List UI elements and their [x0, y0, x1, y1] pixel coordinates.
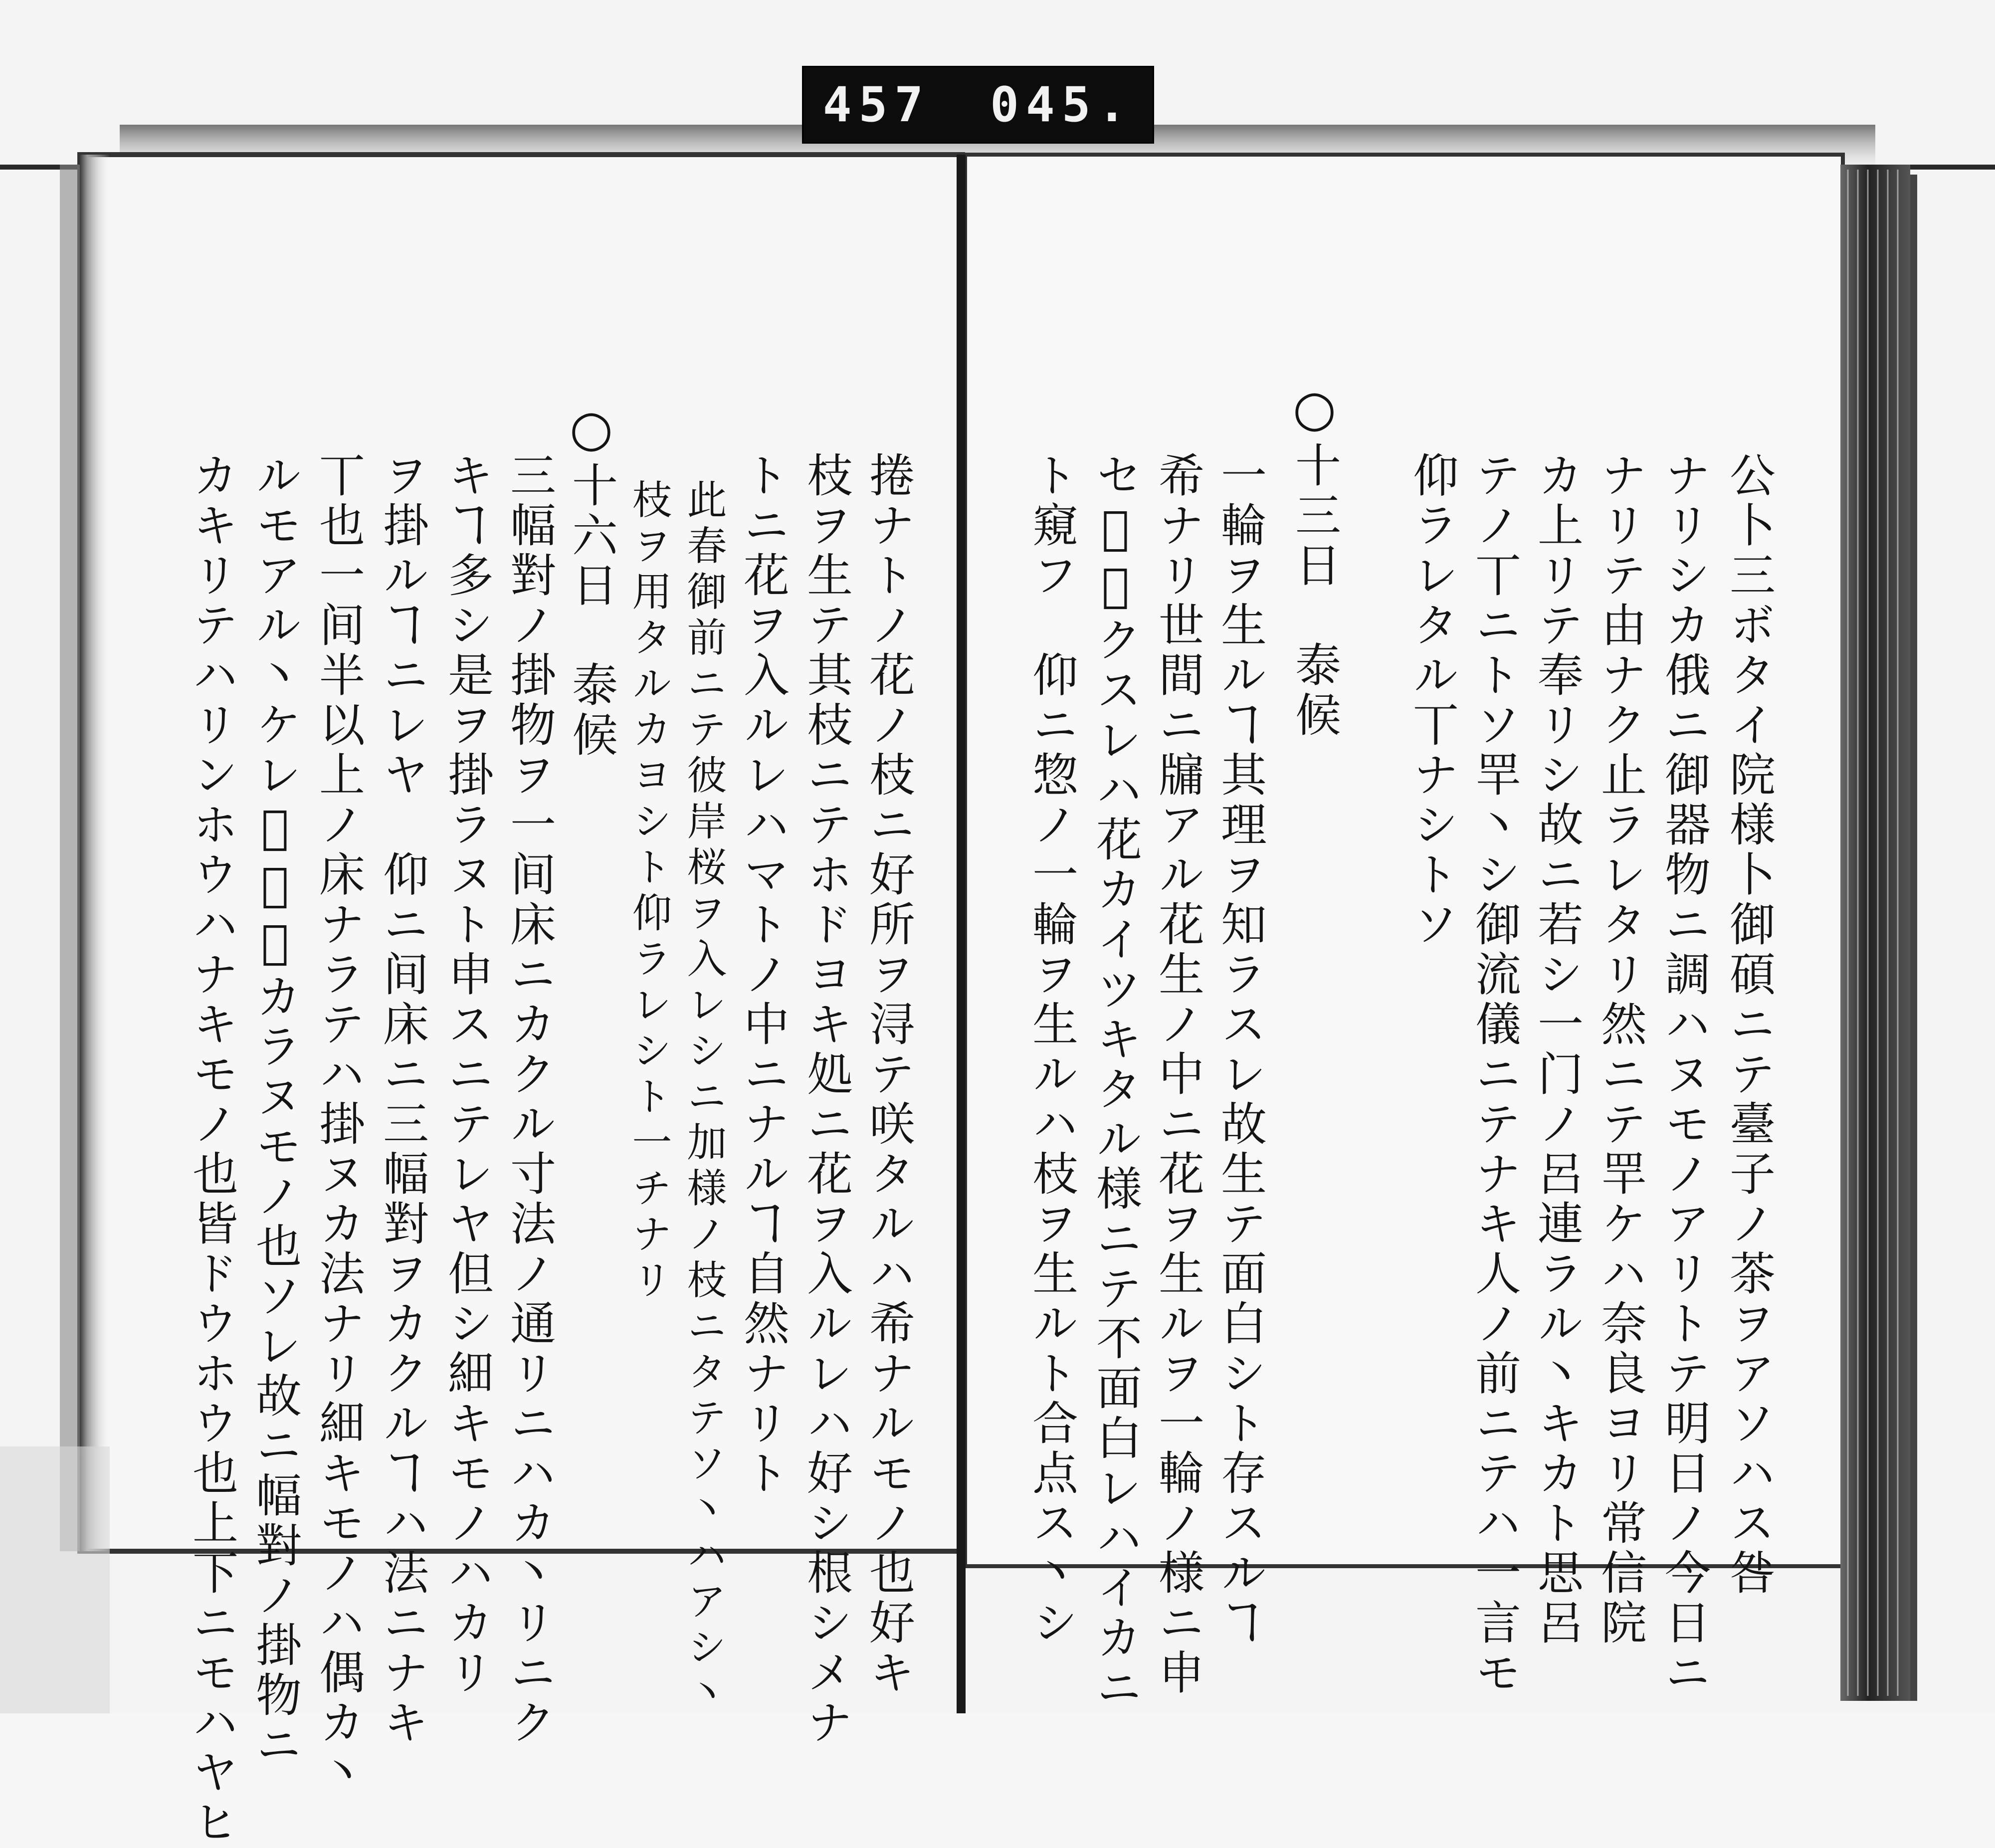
left-line-6: ヲ掛ルヿニレヤ 仰ニ间床ニ三幅對ヲカクルヿハ法ニナキ: [376, 451, 429, 1748]
heading-circle-mark: ○: [562, 399, 620, 457]
left-line-2: 枝ヲ生テ其枝ニテホドヨキ処ニ花ヲ入ルレハ好シ根シメナ: [799, 451, 853, 1748]
right-line-9: セ𪜈悪クスレハ花カイツキタル様ニテ不面白レハイカニ: [1089, 451, 1142, 1713]
left-line-8: ルモアル丶ケレ𪜈面白カラヌモノ也ソレ故ニ幅對ノ掛物ニ: [248, 451, 302, 1771]
left-line-9: カキリテハリンホウハナキモノ也皆ドウホウ也上下ニモハヤヒ: [185, 451, 238, 1848]
right-line-2: ナリシカ俄ニ御器物ニ調ハヌモノアリトテ明日ノ今日ニ: [1657, 451, 1711, 1698]
page-edges: [1840, 165, 1910, 1701]
left-line-1: 捲ナトノ花ノ枝ニ好所ヲ浔テ咲タルハ希ナルモノ也好キ: [862, 451, 915, 1698]
left-line-3: トニ花ヲ入ルレハマトノ中ニナルヿ自然ナリト: [736, 451, 790, 1499]
left-small-line-2: 枝ヲ用タルカヨシト仰ラレシト一チナリ: [625, 479, 672, 1305]
archive-number-left: 457: [822, 77, 931, 133]
right-line-3: ナリテ由ナク止ラレタリ然ニテ䍐ケハ奈良ヨリ常信院: [1594, 451, 1647, 1648]
right-line-6: 仰ラレタル丅ナシトソ: [1405, 451, 1459, 950]
right-page: [968, 0, 1845, 1713]
left-small-line-1: 此春御前ニテ彼岸桜ヲ入レシニ加様ノ枝ニタテソ丶ハアシ丶: [680, 479, 727, 1718]
left-page: [100, 0, 958, 1848]
right-line-4: カ上リテ奉リシ故ニ若シ一门ノ呂連ラル丶キカト思呂: [1530, 451, 1584, 1648]
right-line-10: ト窺フ 仰ニ惣ノ一輪ヲ生ルハ枝ヲ生ルト合点ス丶シ: [1025, 451, 1078, 1648]
left-heading: [562, 399, 620, 761]
left-line-4: 三幅對ノ掛物ヲ一间床ニカクル寸法ノ通リニハカ丶リニク: [503, 451, 556, 1748]
right-line-7: 一輪ヲ生ルヿ其理ヲ知ラスレ故生テ面白シト存スルヿ: [1213, 451, 1267, 1648]
left-line-7: 丅也一间半以上ノ床ナラテハ掛ヌカ法ナリ細キモノハ偶カ丶: [312, 451, 365, 1798]
archive-number-right: 045.: [990, 77, 1134, 133]
heading-circle-mark: ○: [1285, 379, 1344, 437]
right-heading: [1285, 379, 1344, 741]
left-line-5: キヿ多シ是ヲ掛ラヌト申スニテレヤ但シ細キモノハカリ: [440, 451, 494, 1698]
right-line-5: テノ丅ニトソ䍐丶シ御流儀ニテナキ人ノ前ニテハ一言モ: [1468, 451, 1521, 1698]
right-heading-text: 十三日 泰候: [1288, 441, 1341, 741]
right-line-8: 希ナリ世間ニ牖アル花生ノ中ニ花ヲ生ルヲ一輪ノ様ニ申: [1151, 451, 1204, 1698]
book-gutter: [957, 155, 966, 1713]
right-line-1: 公卜三ボタイ院様卜御碩ニテ臺子ノ茶ヲアソハス咎: [1722, 451, 1776, 1599]
left-heading-text: 十六日 泰候: [565, 461, 618, 761]
